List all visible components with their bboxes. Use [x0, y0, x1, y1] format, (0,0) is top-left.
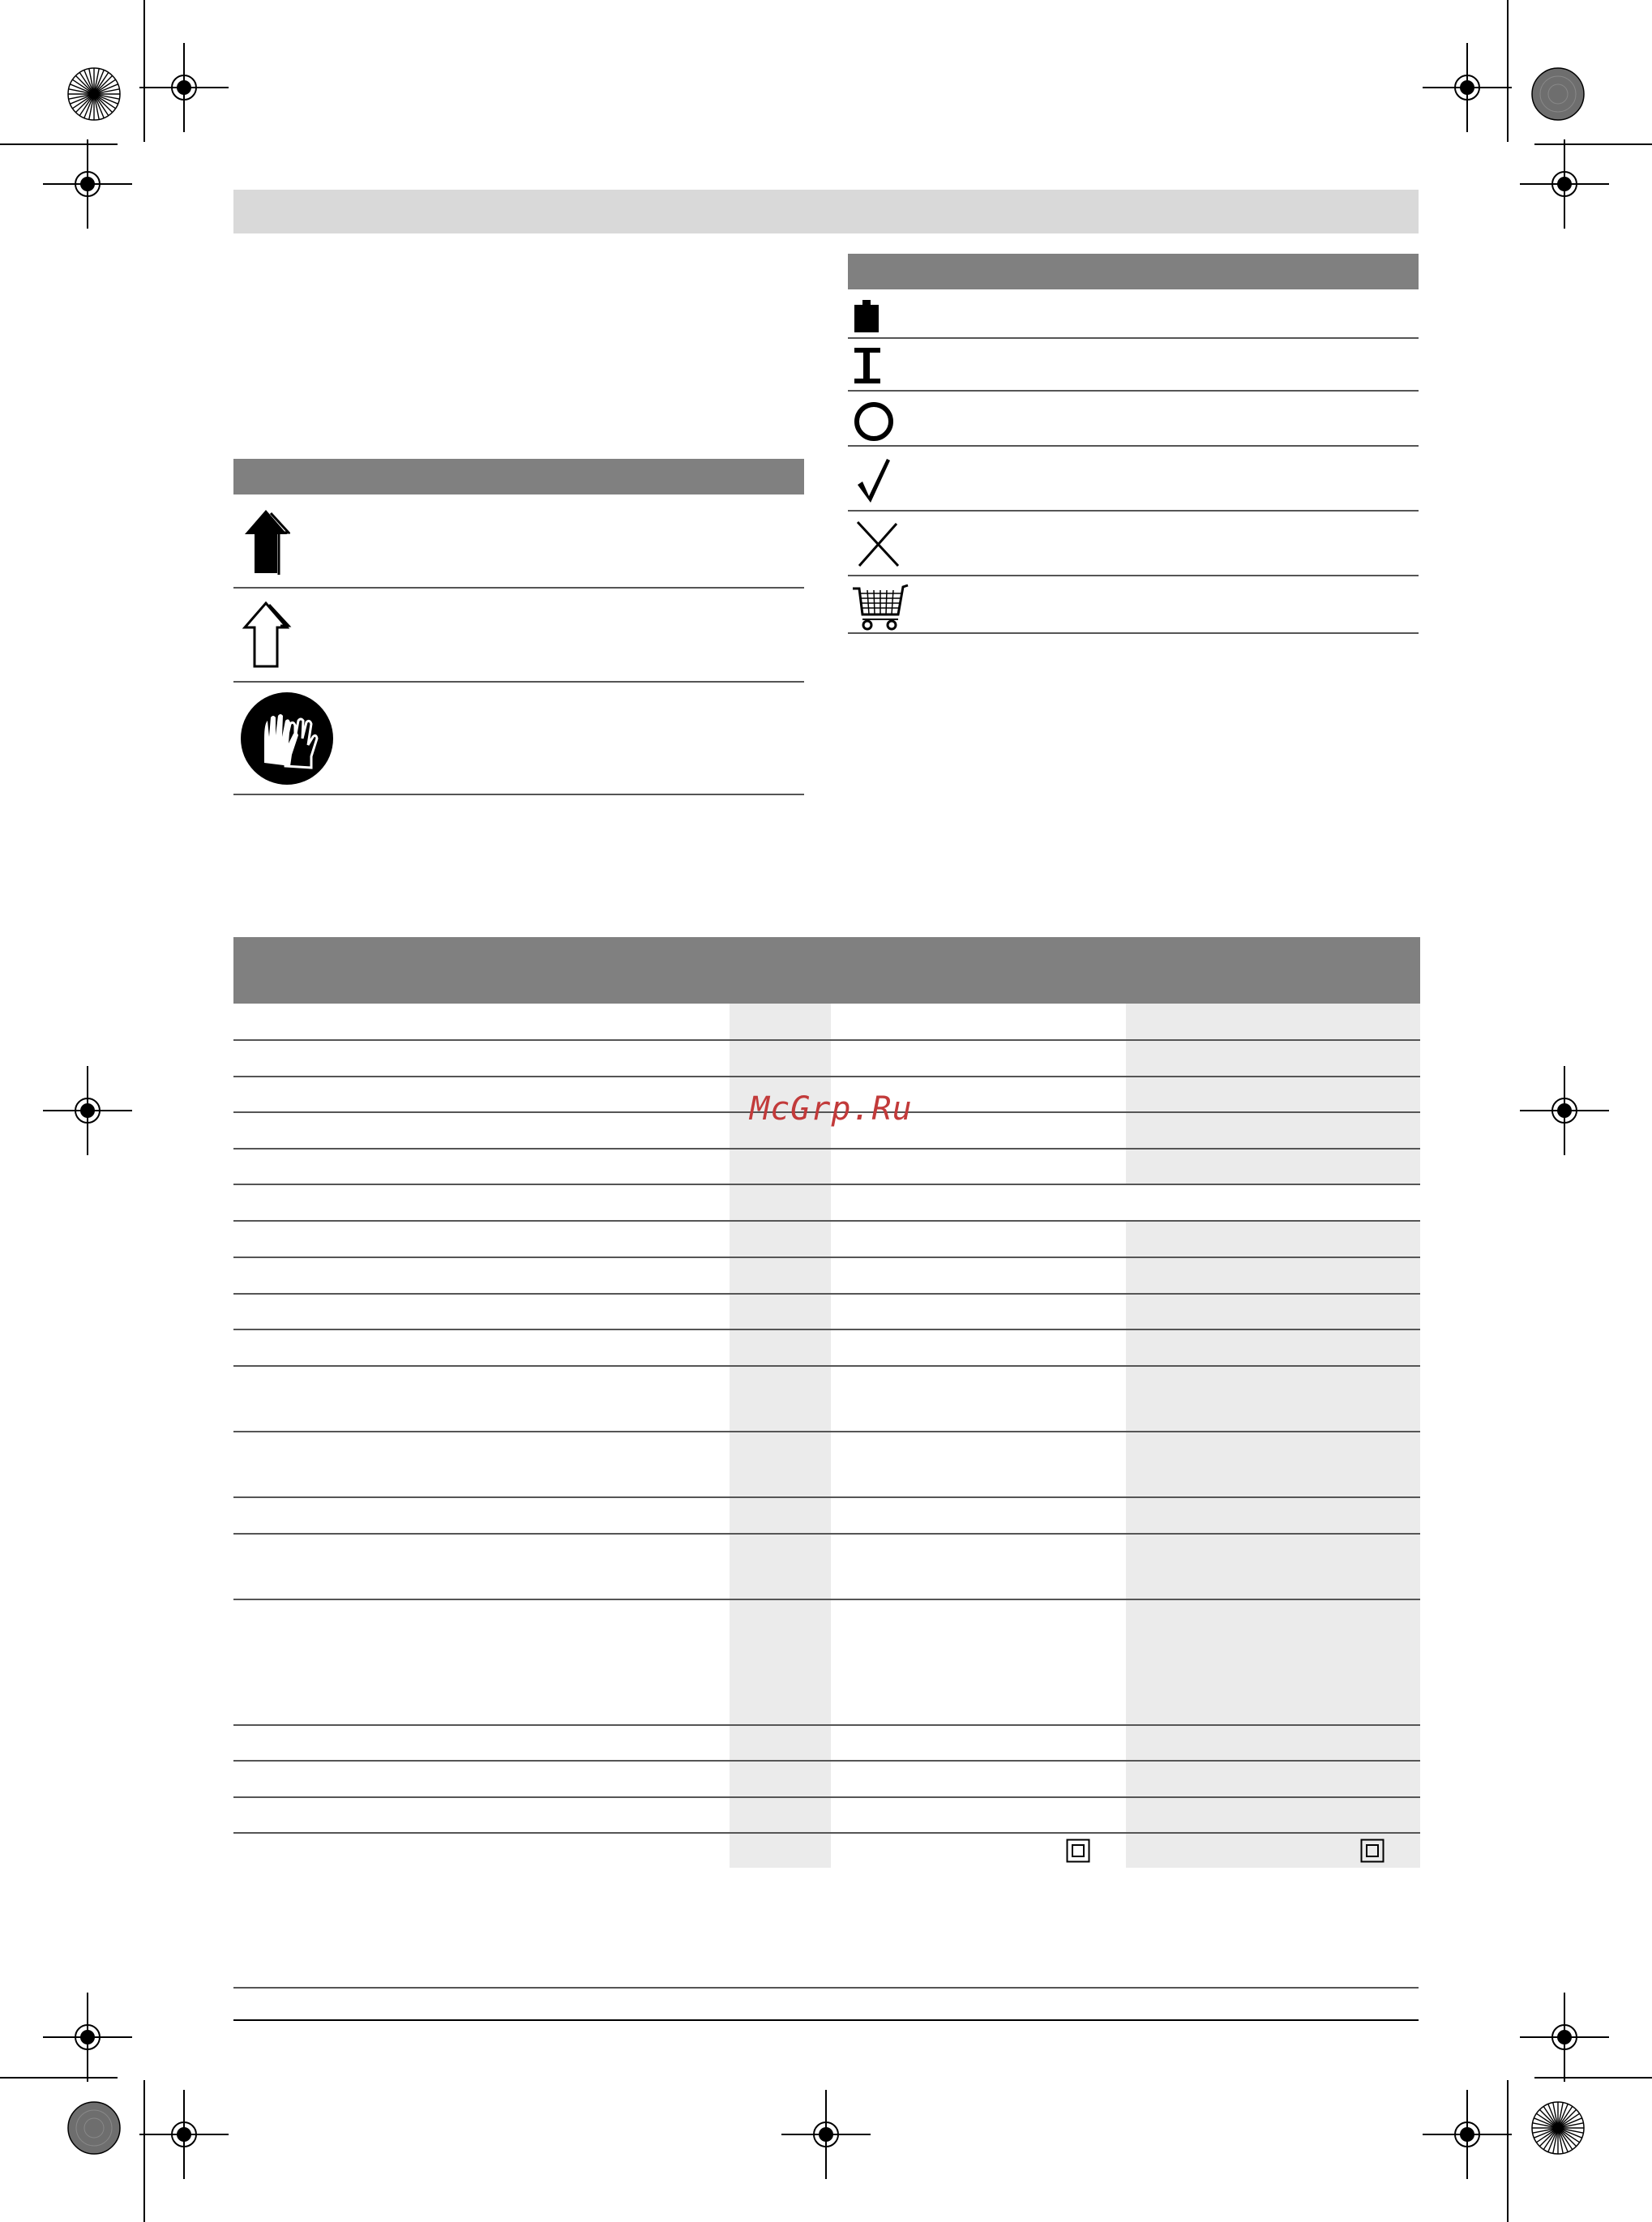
- table-row-divider: [233, 1184, 1420, 1185]
- table-row-divider: [233, 1148, 1420, 1150]
- table-row-divider: [233, 1496, 1420, 1498]
- table-row-divider: [233, 1365, 1420, 1367]
- table-row-divider: [233, 1760, 1420, 1762]
- table-row-divider: [233, 1257, 1420, 1258]
- circle-icon: [851, 399, 897, 444]
- table-row-divider: [233, 1329, 1420, 1330]
- table-row-divider: [233, 1293, 1420, 1295]
- symbols-row-divider: [848, 390, 1419, 392]
- table-row-divider: [233, 1599, 1420, 1600]
- symbols-row-divider: [848, 510, 1419, 512]
- table-row-divider: [233, 1533, 1420, 1535]
- section-title-bar: [233, 190, 1419, 233]
- table-row-divider: [233, 1220, 1420, 1222]
- table-row-divider: [233, 1431, 1420, 1432]
- symbols-row-divider: [848, 337, 1419, 339]
- symbols-table-header: [233, 459, 804, 494]
- protection-class-ii-icon: [1066, 1839, 1090, 1863]
- technical-data-header: [233, 937, 1420, 1004]
- checkmark-icon: [854, 456, 893, 504]
- table-row-divider: [233, 1832, 1420, 1834]
- symbols-row-divider: [233, 681, 804, 683]
- protection-class-ii-icon: [1360, 1839, 1385, 1863]
- cross-icon: [854, 519, 901, 569]
- unshaded-row-gap: [1126, 1184, 1420, 1220]
- symbols-row-divider: [233, 587, 804, 589]
- table-row-divider: [233, 1039, 1420, 1041]
- shopping-cart-icon: [851, 582, 909, 632]
- arrow-up-filled-icon: [242, 507, 290, 576]
- dimension-icon: [853, 346, 882, 385]
- shaded-column-unit: [730, 1004, 831, 1868]
- table-row-divider: [233, 1724, 1420, 1726]
- watermark-text: McGrp.Ru: [750, 1090, 913, 1128]
- weight-icon: [853, 298, 882, 334]
- table-row-divider: [233, 1076, 1420, 1077]
- technical-data-table: [233, 937, 1420, 1869]
- protective-gloves-icon: [240, 691, 334, 786]
- footer-rule: [233, 2019, 1419, 2021]
- shaded-column-model-b: [1126, 1004, 1420, 1868]
- footer-rule-thin: [233, 1987, 1419, 1989]
- table-row-divider: [233, 1796, 1420, 1798]
- symbols-row-divider: [233, 794, 804, 795]
- symbols-row-divider: [848, 445, 1419, 447]
- symbols-row-divider: [848, 575, 1419, 576]
- symbols-table-header-right: [848, 254, 1419, 289]
- symbols-row-divider: [848, 632, 1419, 634]
- arrow-up-outline-icon: [242, 600, 292, 670]
